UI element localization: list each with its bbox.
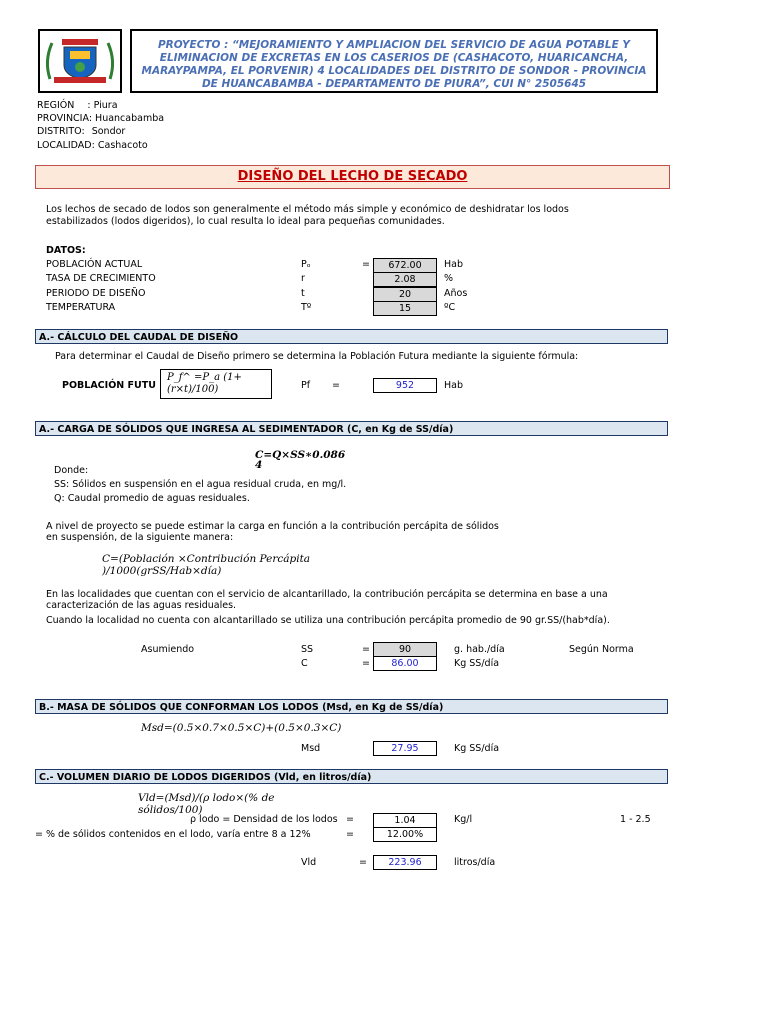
intro-line-1: Los lechos de secado de lodos son generalmente el método más simple y económico de deshidratar los lodos — [46, 204, 569, 215]
provincia-line — [37, 113, 164, 124]
para2-line1: En las localidades que cuentan con el servicio de alcantarillado, la contribución percápita se determina en base a una — [46, 589, 608, 600]
datos-value-poblacion[interactable]: 672.00 — [373, 258, 437, 273]
pct-value[interactable]: 12.00% — [373, 827, 437, 842]
distrito-line — [37, 126, 125, 137]
rho-eq: = — [346, 814, 354, 825]
rho-range: 1 - 2.5 — [620, 814, 651, 825]
datos-label-temperatura: TEMPERATURA — [46, 302, 116, 313]
para1-line1: A nivel de proyecto se puede estimar la carga en función a la contribución percápita de sólidos — [46, 521, 499, 532]
vld-eq: = — [359, 857, 367, 868]
datos-label-periodo: PERIODO DE DISEÑO — [46, 288, 146, 299]
section-a1-text: Para determinar el Caudal de Diseño primero se determina la Población Futura mediante la siguiente fórmula: — [55, 351, 579, 362]
vld-symbol: Vld — [301, 857, 317, 868]
para3: Cuando la localidad no cuenta con alcantarillado se utiliza una contribución percápita promedio de 90 gr.SS/(hab*día). — [46, 615, 610, 626]
localidad-label: LOCALIDAD: — [37, 140, 95, 151]
asumiendo-label: Asumiendo — [141, 644, 195, 655]
pf-symbol: Pf — [301, 380, 311, 391]
region-value: : Piura — [87, 100, 118, 111]
project-title: PROYECTO : “MEJORAMIENTO Y AMPLIACION DEL SERVICIO DE AGUA POTABLE Y ELIMINACION DE EXCRETAS EN LOS CASERIOS DE (CASHACOTO, HUARICANCHA, MARAYPAMPA, EL PORVENIR) 4 LOCALIDADES DEL DISTRITO DE SONDOR - PROVINCIA DE HUANCABAMBA - DEPARTAMENTO DE PIURA”, CUI N° 2505645 — [130, 29, 658, 93]
ss-symbol: SS — [301, 644, 314, 655]
rho-unit: Kg/l — [454, 814, 473, 825]
distrito-value: Sondor — [91, 126, 126, 137]
formula-vld-line2: sólidos/100) — [138, 804, 203, 816]
formula-contribucion-line1: C=(Población ×Contribución Percápita — [102, 553, 311, 565]
section-a1-heading: A.- CÁLCULO DEL CAUDAL DE DISEÑO — [35, 329, 668, 344]
pf-unit: Hab — [444, 380, 463, 391]
provincia-value: Huancabamba — [95, 113, 165, 124]
datos-value-periodo[interactable]: 20 — [373, 287, 437, 302]
datos-value-temperatura[interactable]: 15 — [373, 301, 437, 316]
logo-frame — [38, 29, 122, 93]
datos-unit-periodo: Años — [444, 288, 468, 299]
section-a2-heading: A.- CARGA DE SÓLIDOS QUE INGRESA AL SEDIMENTADOR (C, en Kg de SS/día) — [35, 421, 668, 436]
poblacion-futura-formula — [160, 369, 272, 399]
section-c-heading: C.- VOLUMEN DIARIO DE LODOS DIGERIDOS (Vld, en litros/día) — [35, 769, 668, 784]
distrito-label: DISTRITO: — [37, 126, 85, 137]
pct-eq: = — [346, 829, 354, 840]
region-label: REGIÓN — [37, 100, 75, 111]
ss-value[interactable]: 90 — [373, 642, 437, 657]
pf-eq: = — [332, 380, 340, 391]
page-title: DISEÑO DEL LECHO DE SECADO — [35, 165, 670, 189]
msd-symbol: Msd — [301, 743, 321, 754]
vld-value[interactable]: 223.96 — [373, 855, 437, 870]
c-unit: Kg SS/día — [454, 658, 500, 669]
donde-label: Donde: — [54, 465, 89, 476]
region-line — [37, 100, 118, 111]
localidad-line — [37, 140, 148, 151]
para2-line2: caracterización de las aguas residuales. — [46, 600, 237, 611]
c-eq: = — [362, 658, 370, 669]
formula-c-line2: 4 — [255, 459, 263, 471]
provincia-label: PROVINCIA: — [37, 113, 93, 124]
ss-note: Según Norma — [569, 644, 634, 655]
formula-pf-line2: (r×t)/100) — [167, 384, 219, 395]
datos-unit-poblacion: Hab — [444, 259, 463, 270]
ss-description: SS: Sólidos en suspensión en el agua residual cruda, en mg/l. — [54, 479, 347, 490]
c-value[interactable]: 86.00 — [373, 656, 437, 671]
formula-pf-line1: P_f^ =P_a (1+ — [167, 372, 242, 383]
municipal-seal-icon — [40, 31, 120, 91]
datos-eq-poblacion: = — [362, 259, 370, 270]
datos-heading: DATOS: — [46, 245, 86, 256]
poblacion-futura-label: POBLACIÓN FUTU — [62, 380, 156, 391]
formula-contribucion-line2: )/1000(grSS/Hab×día) — [102, 565, 222, 577]
localidad-value: Cashacoto — [97, 140, 148, 151]
formula-c-line1: C=Q×SS∗0.086 — [255, 449, 346, 461]
formula-vld-line1: Vld=(Msd)/(ρ lodo×(% de — [138, 792, 275, 804]
vld-unit: litros/día — [454, 857, 496, 868]
q-description: Q: Caudal promedio de aguas residuales. — [54, 493, 250, 504]
section-b-heading: B.- MASA DE SÓLIDOS QUE CONFORMAN LOS LODOS (Msd, en Kg de SS/día) — [35, 699, 668, 714]
intro-line-2: estabilizados (lodos digeridos), lo cual resulta lo ideal para pequeñas comunidades. — [46, 216, 445, 227]
datos-label-tasa: TASA DE CRECIMIENTO — [46, 273, 156, 284]
msd-value[interactable]: 27.95 — [373, 741, 437, 756]
ss-unit: g. hab./día — [454, 644, 505, 655]
datos-unit-tasa: % — [444, 273, 454, 284]
datos-symbol-temperatura: Tº — [301, 302, 312, 313]
msd-unit: Kg SS/día — [454, 743, 500, 754]
datos-symbol-tasa: r — [301, 273, 305, 284]
ss-eq: = — [362, 644, 370, 655]
c-symbol: C — [301, 658, 308, 669]
formula-msd: Msd=(0.5×0.7×0.5×C)+(0.5×0.3×C) — [141, 722, 342, 734]
datos-value-tasa[interactable]: 2.08 — [373, 272, 437, 287]
rho-label: ρ lodo = Densidad de los lodos — [190, 814, 338, 825]
datos-label-poblacion: POBLACIÓN ACTUAL — [46, 259, 143, 270]
datos-symbol-poblacion: Pₒ — [301, 259, 311, 270]
pf-value[interactable]: 952 — [373, 378, 437, 393]
datos-symbol-periodo: t — [301, 288, 305, 299]
pct-label: = % de sólidos contenidos en el lodo, varía entre 8 a 12% — [35, 829, 311, 840]
datos-unit-temperatura: ºC — [444, 302, 456, 313]
rho-value[interactable]: 1.04 — [373, 813, 437, 828]
para1-line2: en suspensión, de la siguiente manera: — [46, 532, 234, 543]
